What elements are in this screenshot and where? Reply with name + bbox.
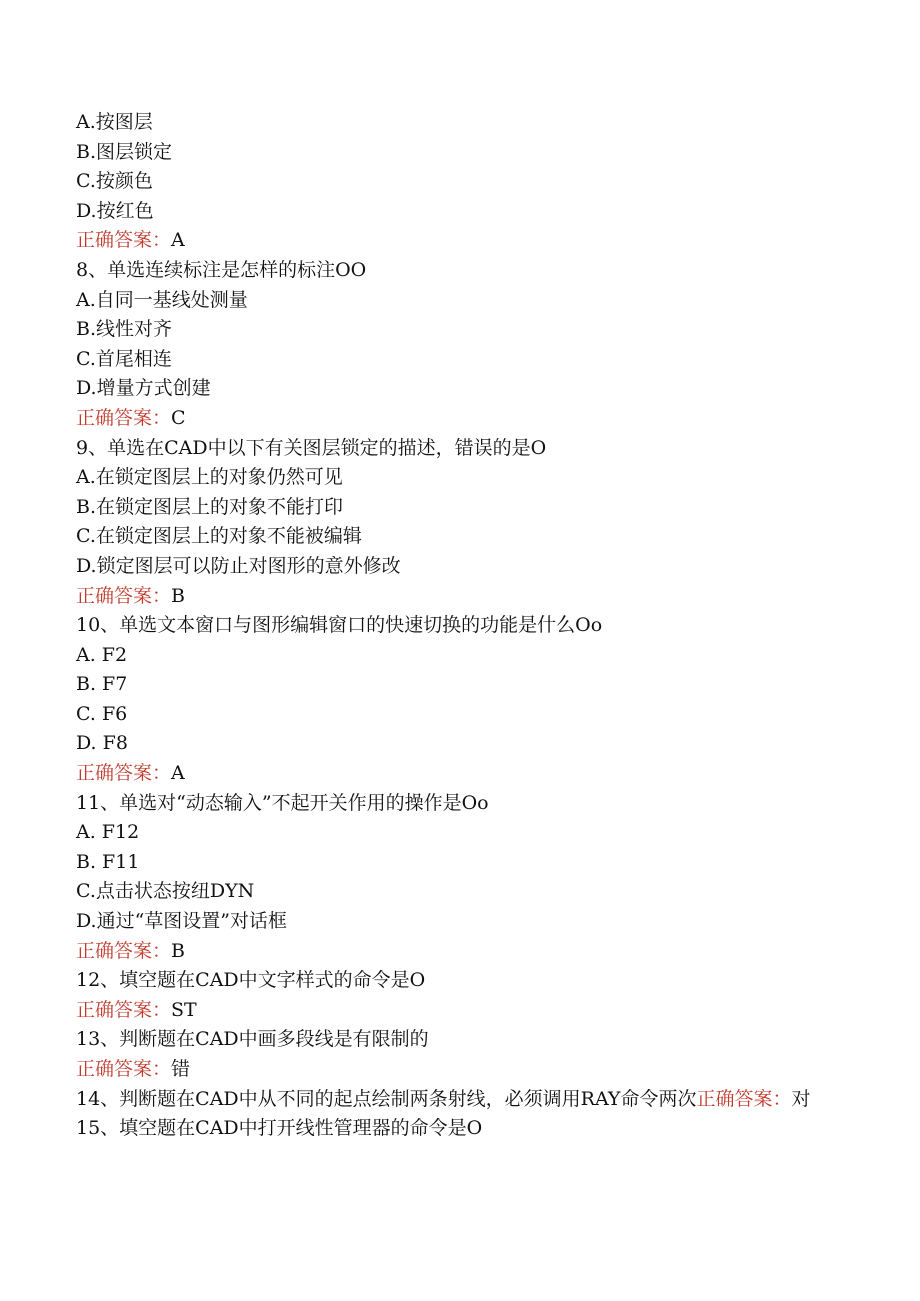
option-line: D.通过“草图设置”对话框 <box>76 910 288 933</box>
answer-line <box>76 404 826 434</box>
question-line: 13、判断题在CAD中画多段线是有限制的 <box>76 1028 429 1051</box>
answer-value: 错 <box>171 1058 191 1080</box>
option-line: A.在锁定图层上的对象仍然可见 <box>76 466 343 489</box>
answer-label: 正确答案： <box>76 939 172 962</box>
answer-line <box>76 937 826 967</box>
option-line: A. F2 <box>76 643 128 666</box>
answer-label: 正确答案： <box>696 1087 792 1110</box>
answer-value: C <box>171 406 186 429</box>
document-page <box>76 108 826 1144</box>
question-line: 12、填空题在CAD中文字样式的命令是O <box>76 969 426 992</box>
option-line: C.首尾相连 <box>76 347 172 370</box>
answer-value: B <box>171 939 185 962</box>
answer-value: B <box>171 584 185 607</box>
answer-line <box>76 226 826 256</box>
question-line: 11、单选对“动态输入”不起开关作用的操作是Oo <box>76 791 489 814</box>
answer-line <box>76 1055 826 1085</box>
option-line: C.点击状态按纽DYN <box>76 880 255 903</box>
answer-label: 正确答案： <box>76 1058 172 1080</box>
option-line: D.增量方式创建 <box>76 377 211 400</box>
answer-label: 正确答案： <box>76 229 172 252</box>
answer-line <box>76 582 826 612</box>
option-line: D.按红色 <box>76 199 154 222</box>
question-with-answer <box>76 1085 826 1115</box>
answer-label: 正确答案： <box>76 406 172 429</box>
option-line: C.在锁定图层上的对象不能被编辑 <box>76 525 362 548</box>
answer-label: 正确答案： <box>76 998 172 1021</box>
option-line: A.按图层 <box>76 111 153 133</box>
answer-value: A <box>171 762 185 785</box>
option-line: C.按颜色 <box>76 170 153 193</box>
answer-label: 正确答案： <box>76 584 172 607</box>
option-line: A. F12 <box>76 821 140 844</box>
option-line: C. F6 <box>76 702 128 725</box>
option-line: B.线性对齐 <box>76 318 173 341</box>
option-line: D. F8 <box>76 732 128 755</box>
option-line: B. F11 <box>76 850 140 873</box>
question-line: 8、单选连续标注是怎样的标注OO <box>76 258 367 281</box>
answer-value: 对 <box>791 1087 811 1110</box>
option-line: B. F7 <box>76 673 128 696</box>
question-line: 9、单选在CAD中以下有关图层锁定的描述，错误的是O <box>76 436 547 459</box>
answer-label: 正确答案： <box>76 762 172 785</box>
option-line: D.锁定图层可以防止对图形的意外修改 <box>76 554 401 577</box>
option-line: A.自同一基线处测量 <box>76 288 248 311</box>
question-text: 14、判断题在CAD中从不同的起点绘制两条射线，必须调用RAY命令两次 <box>76 1087 697 1110</box>
answer-value: A <box>171 229 185 252</box>
answer-value: ST <box>171 998 197 1021</box>
option-line: B.在锁定图层上的对象不能打印 <box>76 495 344 518</box>
question-line: 10、单选文本窗口与图形编辑窗口的快速切换的功能是什么Oo <box>76 614 603 637</box>
answer-line <box>76 996 826 1026</box>
option-line: B.图层锁定 <box>76 140 173 163</box>
answer-line <box>76 759 826 789</box>
question-line: 15、填空题在CAD中打开线性管理器的命令是O <box>76 1117 483 1140</box>
